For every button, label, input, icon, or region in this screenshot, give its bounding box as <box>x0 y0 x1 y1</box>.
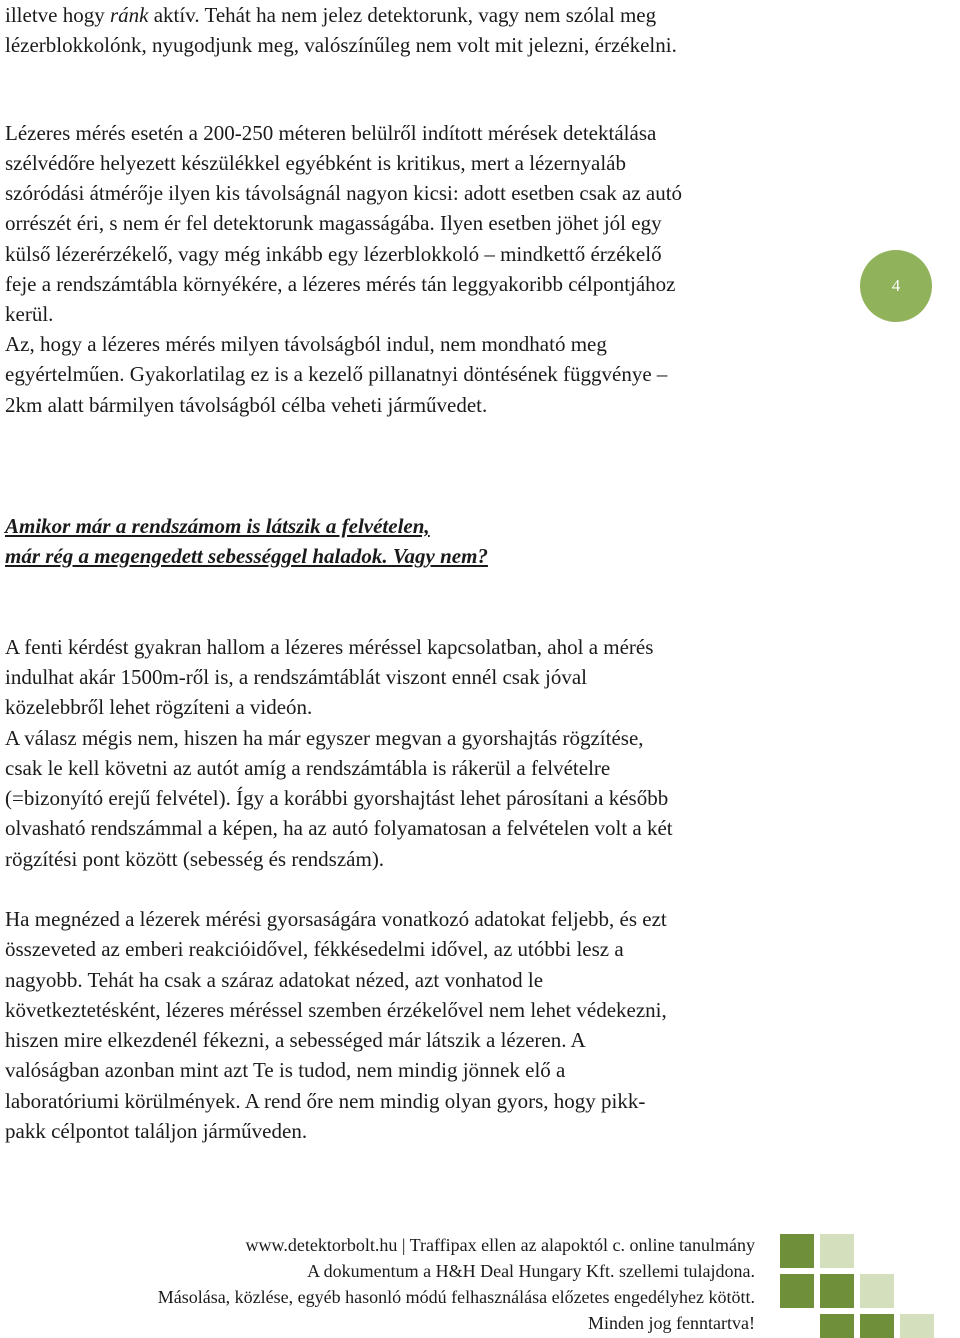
text-line: (=bizonyító erejű felvétel). Így a korábbi gyorshajtást lehet párosítani a később <box>5 786 669 810</box>
page-footer <box>158 1232 755 1336</box>
page-number-badge: 4 <box>860 250 932 322</box>
text-line: rögzítési pont között (sebesség és rendszám). <box>5 847 385 871</box>
text-line: kerül. <box>5 302 54 326</box>
square-dark <box>780 1274 814 1308</box>
footer-rights-line: Minden jog fenntartva! <box>588 1313 755 1333</box>
square-light <box>820 1234 854 1268</box>
text-line: indulhat akár 1500m-ről is, a rendszámtáblát viszont ennél csak jóval <box>5 665 587 689</box>
text-line: A fenti kérdést gyakran hallom a lézeres méréssel kapcsolatban, ahol a mérés <box>5 635 654 659</box>
square-dark <box>860 1314 894 1338</box>
text-line: Lézeres mérés esetén a 200-250 méteren belülről indított mérések detektálása <box>5 121 657 145</box>
text-line: nagyobb. Tehát ha csak a száraz adatokat nézed, azt vonhatod le <box>5 968 544 992</box>
square-dark <box>820 1314 854 1338</box>
text-line: A válasz mégis nem, hiszen ha már egyszer megvan a gyorshajtás rögzítése, <box>5 726 644 750</box>
square-light <box>900 1314 934 1338</box>
text-line: olvasható rendszámmal a képen, ha az autó folyamatosan a felvételen volt a két <box>5 816 673 840</box>
intro-line-2: lézerblokkolónk, nyugodjunk meg, valószínűleg nem volt mit jelezni, érzékelni. <box>5 33 677 57</box>
text-line: Ha megnézed a lézerek mérési gyorsaságára vonatkozó adatokat feljebb, és ezt <box>5 907 667 931</box>
footer-ownership-line: A dokumentum a H&H Deal Hungary Kft. szellemi tulajdona. <box>307 1261 755 1281</box>
text-line: szélvédőre helyezett készülékkel egyébként is kritikus, mert a lézernyaláb <box>5 151 626 175</box>
text-line: hiszen mire elkezdenél fékezni, a sebességed már látszik a lézeren. A <box>5 1028 586 1052</box>
text-line: laboratóriumi körülmények. A rend őre nem mindig olyan gyors, hogy pikk- <box>5 1089 646 1113</box>
text-line: egyértelműen. Gyakorlatilag ez is a kezelő pillanatnyi döntésének függvénye – <box>5 362 668 386</box>
text-line: feje a rendszámtábla környékére, a lézeres mérés tán leggyakoribb célpontjához <box>5 272 676 296</box>
footer-website-line: www.detektorbolt.hu | Traffipax ellen az alapoktól c. online tanulmány <box>245 1235 755 1255</box>
footer-copy-notice-line: Másolása, közlése, egyéb hasonló módú felhasználása előzetes engedélyhez kötött. <box>157 1287 755 1307</box>
decorative-squares-logo <box>780 1226 960 1338</box>
text-line: összeveted az emberi reakcióidővel, fékkésedelmi idővel, az utóbbi lesz a <box>5 937 624 961</box>
text-line: közelebbről lehet rögzíteni a videón. <box>5 695 313 719</box>
square-dark <box>780 1234 814 1268</box>
intro-emphasis: ránk <box>109 3 149 27</box>
text-line: Az, hogy a lézeres mérés milyen távolságból indul, nem mondható meg <box>5 332 607 356</box>
intro-line-1: illetve hogy ránk aktív. Tehát ha nem jelez detektorunk, vagy nem szólal meg <box>5 3 657 27</box>
text-line: szóródási átmérője ilyen kis távolságnál nagyon kicsi: adott esetben csak az autó <box>5 181 683 205</box>
text-line: valóságban azonban mint azt Te is tudod, nem mindig jönnek elő a <box>5 1058 566 1082</box>
text-line: 2km alatt bármilyen távolságból célba veheti járművedet. <box>5 393 488 417</box>
text-line: pakk célpontot találjon járműveden. <box>5 1119 308 1143</box>
text-line: külső lézerérzékelő, vagy még inkább egy lézerblokkoló – mindkettő érzékelő <box>5 242 662 266</box>
text-line: orrészét éri, s nem ér fel detektorunk magasságába. Ilyen esetben jöhet jól egy <box>5 211 662 235</box>
square-dark <box>820 1274 854 1308</box>
square-light <box>860 1274 894 1308</box>
text-line: következtetésként, lézeres méréssel szemben érzékelővel nem lehet védekezni, <box>5 998 667 1022</box>
text-line: csak le kell követni az autót amíg a rendszámtábla is rákerül a felvételre <box>5 756 611 780</box>
heading-line: Amikor már a rendszámom is látszik a felvételen, <box>5 514 430 538</box>
heading-line: már rég a megengedett sebességgel haladok. Vagy nem? <box>5 544 488 568</box>
